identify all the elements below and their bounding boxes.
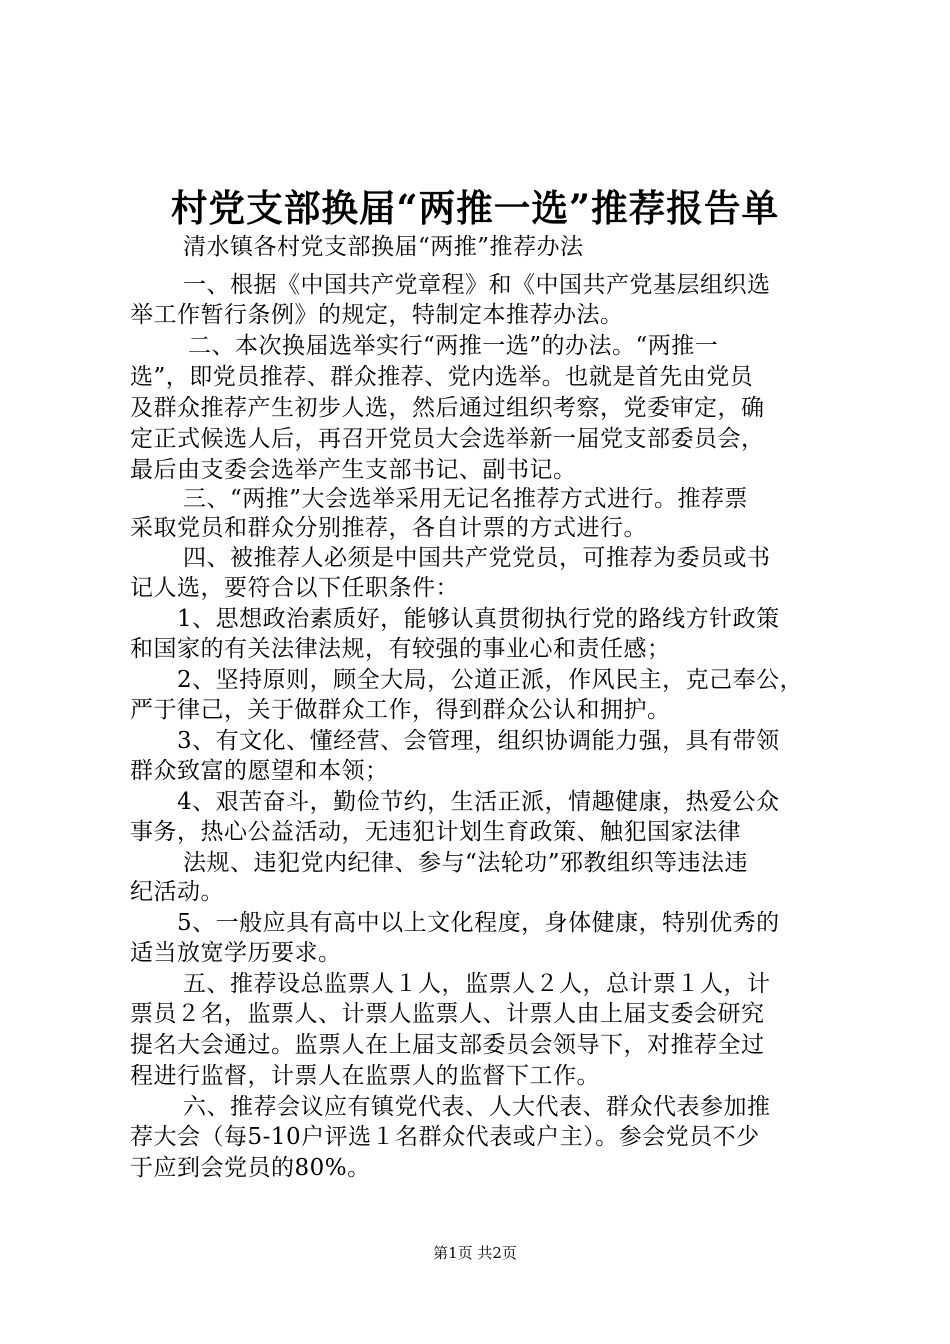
body-line: 最后由支委会选举产生支部书记、副书记。 [130, 457, 577, 483]
body-line: 法规、违犯党内纪律、参与“法轮功”邪教组织等违法违 [183, 850, 749, 876]
body-line: 事务，热心公益活动，无违犯计划生育政策、触犯国家法律 [130, 819, 741, 845]
body-line: 纪活动。 [130, 879, 224, 905]
body-line: 适当放宽学历要求。 [130, 940, 342, 966]
body-line: 记人选，要符合以下任职条件： [130, 575, 459, 601]
body-line: 票员２名，监票人、计票人监票人、计票人由上届支委会研究 [130, 1001, 765, 1027]
body-line: 六、推荐会议应有镇党代表、人大代表、群众代表参加推 [183, 1094, 771, 1120]
body-line: 举工作暂行条例》的规定，特制定本推荐办法。 [130, 302, 624, 328]
body-line: 2、坚持原则，顾全大局，公道正派，作风民主，克己奉公， [177, 667, 804, 693]
body-line: 群众致富的愿望和本领； [130, 758, 389, 784]
body-line: 及群众推荐产生初步人选，然后通过组织考察，党委审定，确 [130, 395, 765, 421]
body-line: 采取党员和群众分别推荐，各自计票的方式进行。 [130, 515, 647, 541]
body-line: 3、有文化、懂经营、会管理，组织协调能力强，具有带领 [177, 728, 780, 754]
page-number-footer: 第1页 共2页 [433, 1244, 517, 1262]
body-line: 程进行监督，计票人在监票人的监督下工作。 [130, 1063, 600, 1089]
body-line: 一、根据《中国共产党章程》和《中国共产党基层组织选 [183, 272, 771, 298]
body-line: 于应到会党员的80%。 [130, 1155, 371, 1181]
body-line: 1、思想政治素质好，能够认真贯彻执行党的路线方针政策 [177, 606, 780, 632]
body-line: 选”，即党员推荐、群众推荐、党内选举。也就是首先由党员 [130, 364, 754, 390]
body-line: 4、艰苦奋斗，勤俭节约，生活正派，情趣健康，热爱公众 [177, 789, 780, 815]
body-line: 5、一般应具有高中以上文化程度，身体健康，特别优秀的 [177, 910, 780, 936]
body-line: 荐大会（每5-10户评选１名群众代表或户主）。参会党员不少 [130, 1124, 760, 1150]
body-line: 五、推荐设总监票人１人，监票人２人，总计票１人，计 [183, 971, 771, 997]
body-line: 严于律己，关于做群众工作，得到群众公认和拥护。 [130, 697, 671, 723]
body-line: 定正式候选人后，再召开党员大会选举新一届党支部委员会， [130, 426, 765, 452]
body-line: 提名大会通过。监票人在上届支部委员会领导下，对推荐全过 [130, 1032, 765, 1058]
body-line: 清水镇各村党支部换届“两推”推荐办法 [183, 234, 584, 260]
body-line: 和国家的有关法律法规，有较强的事业心和责任感； [130, 636, 671, 662]
body-line: 二、本次换届选举实行“两推一选”的办法。“两推一 [188, 333, 719, 359]
body-line: 三、“两推”大会选举采用无记名推荐方式进行。推荐票 [183, 486, 749, 512]
document-title: 村党支部换届“两推一选”推荐报告单 [170, 186, 780, 230]
body-line: 四、被推荐人必须是中国共产党党员，可推荐为委员或书 [183, 545, 771, 571]
